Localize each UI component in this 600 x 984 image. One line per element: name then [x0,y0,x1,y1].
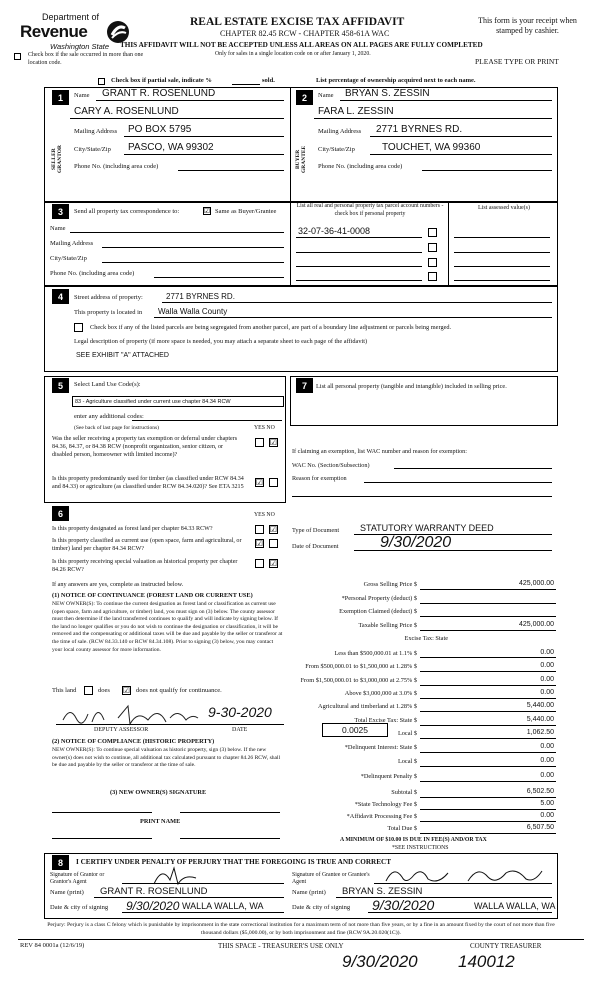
additional-codes-line[interactable] [132,420,282,421]
print-name-line-2[interactable] [180,838,280,839]
seller-name-1-line [96,100,284,101]
section-3-divider [290,202,291,286]
perjury-notice: Perjury: Perjury is a class C felony which is punishable by imprisonment in the state correctional institution for a maximum term of not more than five years, or by a fine in an amount fixed by the court of not more than five thousand dollars ($5,000.00), or by both imprisonment and fine (RCW 9A.20.020(1C)). [47,922,555,936]
delinq-state-value[interactable]: 0.00 [540,743,554,750]
washington-state-label: Washington State [50,42,110,51]
located-label: This property is located in [74,309,143,316]
treasurer-only: THIS SPACE - TREASURER'S USE ONLY [218,942,344,950]
taxable-line [420,630,556,631]
subtotal-line [420,797,556,798]
affidavit-fee-line [420,821,556,822]
total-due-value[interactable]: 6,507.50 [526,824,554,831]
s5-q2-yes[interactable]: ☑ [255,477,264,487]
new-owner-sign-line-2[interactable] [180,812,280,813]
delinq-local-value[interactable]: 0.00 [540,757,554,764]
county-treasurer: COUNTY TREASURER [470,942,542,950]
exemption-label: If claiming an exemption, list WAC number and reason for exemption: [292,448,467,455]
doc-type-value[interactable]: STATUTORY WARRANTY DEED [360,523,494,533]
s5-q1: Was the seller receiving a property tax exemption or deferral under chapters 84.36, 84.37, or 84.38 RCW (nonprofit organization, senior citizen, or disabled person, homeowner with limited income)? [52,436,238,458]
tier3-value[interactable]: 0.00 [540,676,554,683]
total-state-label: Total Excise Tax: State $ [354,717,417,724]
send-correspondence-label: Send all property tax correspondence to: [74,208,180,215]
grantee-sig-line[interactable] [374,883,552,884]
taxable-label: Taxable Selling Price $ [358,622,417,629]
s5-q1-yes[interactable] [255,438,264,447]
tech-fee-value[interactable]: 5.00 [540,800,554,807]
s6-q1-no[interactable]: ☑ [269,524,278,534]
grantee-sign-date[interactable]: 9/30/2020 [372,897,435,913]
s6-if-yes: If any answers are yes, complete as instructed below. [52,581,184,588]
reason-label: Reason for exemption [292,475,347,482]
s6-q3: Is this property receiving special valuation as historical property per chapter 84.26 RCW? [52,559,238,573]
buyer-phone-line[interactable] [422,170,552,171]
form-number: REV 84 0001a (12/6/19) [20,942,85,949]
assessed-line-1[interactable] [454,237,550,238]
tech-fee-line [420,809,556,810]
street-line [162,302,552,303]
parcel-2-personal-checkbox[interactable] [428,243,437,252]
personal-deduct-label: *Personal Property (deduct) $ [341,595,417,602]
same-as-buyer-checkbox[interactable]: ☑ [203,206,211,215]
total-state-line [420,725,556,726]
multi-location-label: Check box if the sale occurred in more than one location code. [28,52,144,66]
revenue-wordmark: Revenue [20,22,88,41]
see-back-label: (See back of last page for instructions) [74,425,159,431]
delinq-local-line [420,766,556,767]
parcel-line-1 [296,237,422,238]
grantor-sign-date[interactable]: 9/30/2020 [126,899,180,913]
form-subtitle: CHAPTER 82.45 RCW - CHAPTER 458-61A WAC [220,29,390,38]
gross-label: Gross Selling Price $ [363,581,417,588]
buyer-phone-label: Phone No. (including area code) [318,163,403,170]
personal-property-label: List all personal property (tangible and intangible) included in selling price. [316,383,507,390]
s5-q2-no[interactable] [269,478,278,487]
section-4-number: 4 [52,289,69,304]
s6-yes-no: YES NO [254,512,275,518]
print-name-line-1[interactable] [52,838,152,839]
ag-value[interactable]: 5,440.00 [526,702,554,709]
treasurer-hand-date: 9/30/2020 [342,952,418,971]
exemption-deduct-label: Exemption Claimed (deduct) $ [339,608,417,615]
delinq-state-label: *Delinquent Interest: State $ [344,744,417,751]
assessed-line-2[interactable] [454,252,550,253]
grantor-name-line [94,897,284,898]
corr-mailing-label: Mailing Address [50,240,94,247]
s6-q2-yes[interactable]: ☑ [255,538,264,548]
tier2-label: From $500,000.01 to $1,500,000 at 1.28% $ [305,663,417,670]
does-label: does [98,687,110,694]
tier3-label: From $1,500,000.01 to $3,000,000 at 2.75% $ [300,677,417,684]
buyer-name-1[interactable]: BRYAN S. ZESSIN [345,88,430,99]
treasurer-hand-number: 140012 [458,952,515,971]
s6-q3-yes[interactable] [255,559,264,568]
tier4-label: Above $3,000,000 at 3.0% $ [344,690,417,697]
street-value[interactable]: 2771 BYRNES RD. [166,292,235,301]
section-3-divider-2 [448,202,449,286]
additional-codes-label: enter any additional codes: [74,413,144,420]
segregated-label: Check box if any of the listed parcels are being segregated from another parcel, are part of a boundary line adjustment or parcels being merged. [90,324,452,331]
doc-date-label: Date of Document [292,543,339,550]
print-name-label: PRINT NAME [140,818,181,825]
delinq-state-line [420,752,556,753]
seller-name-1[interactable]: GRANT R. ROSENLUND [102,88,216,99]
grantee-name-print[interactable]: BRYAN S. ZESSIN [342,886,423,897]
section-8-number: 8 [52,855,69,870]
seller-phone-label: Phone No. (including area code) [74,163,159,170]
affidavit-fee-label: *Affidavit Processing Fee $ [346,813,417,820]
buyer-city-line [370,154,552,155]
parcel-1[interactable]: 32-07-36-41-0008 [298,226,371,236]
personal-deduct-line[interactable] [420,603,556,604]
gross-line [420,589,556,590]
total-due-line [420,833,556,834]
please-type-label: PLEASE TYPE OR PRINT [475,57,559,66]
buyer-mailing[interactable]: 2771 BYRNES RD. [376,124,463,135]
segregated-checkbox[interactable] [74,323,83,332]
grantor-signature-icon [148,864,202,888]
grantor-name-label: Name (print) [50,889,84,896]
corr-city-label: City/State/Zip [50,255,87,262]
ag-label: Agricultural and timberland at 1.28% $ [318,703,417,710]
seller-name-label: Name [74,92,90,99]
partial-sale-label: Check box if partial sale, indicate % [111,77,212,84]
s5-yes-no: YES NO [254,425,275,431]
section-2-number: 2 [296,90,313,105]
s6-q1: Is this property designated as forest land per chapter 84.33 RCW? [52,526,213,532]
seller-city-label: City/State/Zip [74,146,111,153]
location-note: Only for sales in a single location code on or after January 1, 2020. [215,51,371,57]
seller-grantor-label: SELLER GRANTOR [51,145,63,174]
delinq-penalty-line [420,781,556,782]
seller-mailing-label: Mailing Address [74,128,118,135]
does-not-label: does not qualify for continuance. [136,687,222,694]
tier4-value[interactable]: 0.00 [540,689,554,696]
doc-type-label: Type of Document [292,527,340,534]
s6-q2-no[interactable] [269,539,278,548]
assessor-sign-line [56,724,284,725]
corr-phone-line[interactable] [154,277,284,278]
parcel-line-4[interactable] [296,280,422,281]
land-does-not-checkbox[interactable]: ☑ [122,685,131,695]
section-6-number: 6 [52,506,69,521]
multi-location-checkbox[interactable] [14,53,21,60]
ag-line [420,711,556,712]
located-value[interactable]: Walla Walla County [158,307,228,316]
tier1-label: Less than $500,000.01 at 1.1% $ [334,650,417,657]
legal-desc-label: Legal description of property (if more space is needed, you may attach a separate sheet to each page of the affidavit) [74,338,368,345]
grantor-date-line [122,912,284,913]
located-line [154,317,552,318]
delinq-penalty-label: *Delinquent Penalty $ [360,773,417,780]
completion-warning: THIS AFFIDAVIT WILL NOT BE ACCEPTED UNLESS ALL AREAS ON ALL PAGES ARE FULLY COMPLETED [120,41,483,49]
this-land-label: This land [52,687,77,694]
buyer-mailing-label: Mailing Address [318,128,362,135]
assessor-date-label: DATE [232,727,248,733]
doc-date-value[interactable]: 9/30/2020 [380,534,452,551]
land-use-select[interactable]: 83 - Agriculture classified under current use chapter 84.34 RCW [72,396,284,407]
tier2-value[interactable]: 0.00 [540,662,554,669]
minimum-note: A MINIMUM OF $10.00 IS DUE IN FEE(S) AND/OR TAX [340,837,487,843]
buyer-name-2[interactable]: FARA L. ZESSIN [318,106,394,117]
assessor-date[interactable]: 9-30-2020 [208,704,272,720]
seller-city[interactable]: PASCO, WA 99302 [128,142,214,153]
see-instructions: *SEE INSTRUCTIONS [392,845,449,851]
total-state-value[interactable]: 5,440.00 [526,716,554,723]
affidavit-fee-value[interactable]: 0.00 [540,812,554,819]
buyer-name-2-line [314,118,552,119]
grantee-sign-city[interactable]: WALLA WALLA, WA [474,901,556,911]
gross-value[interactable]: 425,000.00 [518,580,554,587]
assessed-line-3[interactable] [454,266,550,267]
corr-name-line[interactable] [70,232,284,233]
corr-phone-label: Phone No. (including area code) [50,270,135,277]
certify-statement: I CERTIFY UNDER PENALTY OF PERJURY THAT THE FOREGOING IS TRUE AND CORRECT [76,858,391,866]
corr-mailing-line[interactable] [102,247,284,248]
s6-q2: Is this property classified as current use (open space, farm and agricultural, or timber) land per chapter 84.34 RCW? [52,538,242,552]
s5-q1-no[interactable]: ☑ [269,437,278,447]
reason-line-1[interactable] [364,482,552,483]
corr-name-label: Name [50,225,66,232]
seller-mailing[interactable]: PO BOX 5795 [128,124,192,135]
buyer-city[interactable]: TOUCHET, WA 99360 [382,142,481,153]
section-7-number: 7 [296,378,313,393]
sold-label: sold. [262,77,275,84]
buyer-mailing-line [370,136,552,137]
buyer-name-label: Name [318,92,334,99]
footer-rule [18,939,584,940]
parcel-line-3[interactable] [296,266,422,267]
local-label: Local $ [397,730,417,737]
grantee-name-line [336,897,552,898]
subtotal-value[interactable]: 6,502.50 [526,788,554,795]
local-rate-box[interactable]: 0.0025 [322,723,388,737]
grantor-name-print[interactable]: GRANT R. ROSENLUND [100,886,208,897]
notice-1-text: NEW OWNER(S): To continue the current designation as forest land or classification as current use (open space, farm and agriculture, or timber) land, you must sign on (3) below. The county assessor must then determine if the land transferred continues to qualify and will indicate by signing below. If the land no longer qualifies or you do not wish to continue the designation or classification, it will be removed and the compensating or additional taxes will be due and payable by the seller or transferor at the time of sale. (RCW 84.33.140 or RCW 84.34.108). Prior to signing (3) below, you may contact your local county assessor for more information. [52,601,283,653]
parcel-3-personal-checkbox[interactable] [428,258,437,267]
grantee-date-line [368,912,552,913]
tier4-line [420,698,556,699]
total-due-label: Total Due $ [387,825,417,832]
local-line [420,738,556,739]
buyer-grantee-label: BUYER GRANTEE [295,145,307,173]
partial-sale-checkbox[interactable] [98,78,105,85]
taxable-value[interactable]: 425,000.00 [518,621,554,628]
tier3-line [420,685,556,686]
parcel-header: List all real and personal property tax parcel account numbers - check box if personal property [296,203,444,217]
tier2-line [420,671,556,672]
same-as-buyer-label: Same as Buyer/Grantee [215,208,277,215]
form-title: REAL ESTATE EXCISE TAX AFFIDAVIT [190,16,405,28]
seller-phone-line[interactable] [178,170,284,171]
grantor-sig-label: Signature of Grantor or Grantor's Agent [50,872,105,885]
s6-q3-no[interactable]: ☑ [269,558,278,568]
notice-2-text: NEW OWNER(S): To continue special valuation as historic property, sign (3) below. If the new owner(s) does not wish to continue, all additional tax calculated pursuant to chapter 84.26 RCW, shall be due and payable by the seller or transferor at the time of sale. [52,747,281,769]
land-use-label: Select Land Use Code(s): [74,381,141,388]
seller-name-2-line [70,118,284,119]
s5-q2: Is this property predominantly used for timber (as classified under RCW 84.34 and 84.33) or agriculture (as classified under RCW 84.34.020)? See ETA 3215 [52,476,244,490]
notice-2-title: (2) NOTICE OF COMPLIANCE (HISTORIC PROPERTY) [52,738,215,745]
deputy-assessor-label: DEPUTY ASSESSOR [94,727,149,733]
receipt-note: This form is your receipt when stamped by cashier. [478,16,577,35]
grantee-date-city-label: Date & city of signing [292,904,351,911]
parcel-1-personal-checkbox[interactable] [428,228,437,237]
grantee-name-label: Name (print) [292,889,326,896]
delinq-penalty-value[interactable]: 0.00 [540,772,554,779]
land-does-checkbox[interactable] [84,686,93,695]
local-value[interactable]: 1,062.50 [526,729,554,736]
exemption-deduct-line[interactable] [420,616,556,617]
tech-fee-label: *State Technology Fee $ [354,801,417,808]
notice-3-title: (3) NEW OWNER(S) SIGNATURE [110,789,207,796]
section-1-number: 1 [52,90,69,105]
seller-mailing-line [124,136,284,137]
grantee-sig-label: Signature of Grantee or Grantee's Agent [292,872,370,885]
buyer-name-1-line [340,100,552,101]
parcel-4-personal-checkbox[interactable] [428,272,437,281]
seller-city-line [124,154,284,155]
section-3-number: 3 [52,204,69,219]
delinq-local-label: Local $ [397,758,417,765]
grantor-sig-line[interactable] [122,883,284,884]
reason-line-2[interactable] [292,496,552,497]
parcel-line-2[interactable] [296,252,422,253]
excise-state-label: Excise Tax: State [404,635,448,642]
assessed-header: List assessed value(s) [478,205,530,211]
wac-line[interactable] [394,468,552,469]
section-5-number: 5 [52,378,69,393]
section-divider-1-2 [290,87,291,202]
assessed-line-4[interactable] [454,280,550,281]
tier1-line [420,657,556,658]
grantor-date-city-label: Date & city of signing [50,904,109,911]
legal-desc-value[interactable]: SEE EXHIBIT "A" ATTACHED [76,352,169,359]
notice-1-title: (1) NOTICE OF CONTINUANCE (FOREST LAND OR CURRENT USE) [52,592,253,599]
corr-city-line[interactable] [102,262,284,263]
wac-label: WAC No. (Section/Subsection) [292,462,370,469]
subtotal-label: Subtotal $ [391,789,417,796]
street-label: Street address of property: [74,294,143,301]
tier1-value[interactable]: 0.00 [540,649,554,656]
buyer-city-label: City/State/Zip [318,146,355,153]
seller-name-2[interactable]: CARY A. ROSENLUND [74,106,179,117]
doc-date-line [354,550,552,551]
partial-pct-field[interactable] [232,84,260,85]
s6-q1-yes[interactable] [255,525,264,534]
dept-of-label: Department of [42,12,100,22]
grantor-sign-city[interactable]: WALLA WALLA, WA [182,901,264,911]
new-owner-sign-line-1[interactable] [52,812,152,813]
ownership-note: List percentage of ownership acquired next to each name. [316,77,476,84]
